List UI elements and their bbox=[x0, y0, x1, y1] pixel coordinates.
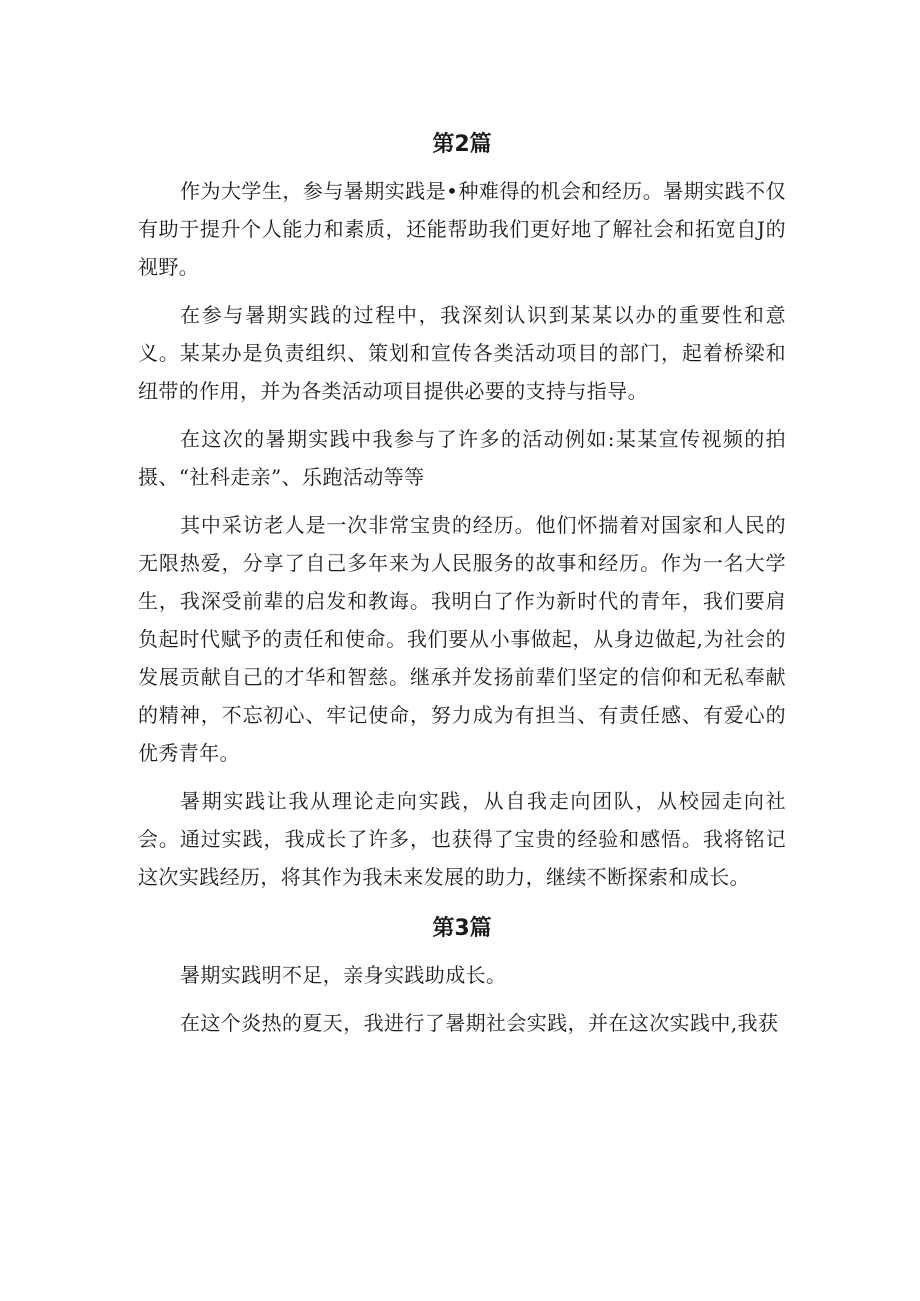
section-heading: 第2篇 bbox=[432, 132, 492, 157]
section-heading: 第3篇 bbox=[432, 916, 492, 941]
paragraph: 暑期实践让我从理论走向实践，从自我走向团队，从校园走向社会。通过实践，我成长了许多，也获得了宝贵的经验和感悟。我将铭记这次实践经历，将其作为我未来发展的助力，继续不断探索和成长。 bbox=[138, 789, 786, 889]
paragraph: 在这次的暑期实践中我参与了许多的活动例如:某某宣传视频的拍摄、“社科走亲”、乐跑活动等等 bbox=[138, 427, 786, 489]
paragraph: 在参与暑期实践的过程中，我深刻认识到某某以办的重要性和意义。某某办是负责组织、策划和宣传各类活动项目的部门，起着桥梁和纽带的作用，并为各类活动项目提供必要的支持与指导。 bbox=[138, 303, 786, 403]
section-2 bbox=[138, 130, 786, 896]
section-3 bbox=[138, 914, 786, 1042]
paragraph: 暑期实践明不足，亲身实践助成长。 bbox=[180, 963, 507, 987]
paragraph: 其中采访老人是一次非常宝贵的经历。他们怀揣着对国家和人民的无限热爱，分享了自己多年来为人民服务的故事和经历。作为一名大学生，我深受前辈的启发和教诲。我明白了作为新时代的青年，我们要肩负起时代赋予的责任和使命。我们要从小事做起，从身边做起,为社会的发展贡献自己的才华和智慈。继承并发扬前辈们坚定的信仰和无私奉献的精神，不忘初心、牢记使命，努力成为有担当、有责任感、有爱心的优秀青年。 bbox=[138, 513, 786, 765]
paragraph: 作为大学生，参与暑期实践是•种难得的机会和经历。暑期实践不仅有助于提升个人能力和素质，还能帮助我们更好地了解社会和拓宽自J的视野。 bbox=[138, 179, 786, 279]
document-page bbox=[138, 112, 786, 1052]
paragraph: 在这个炎热的夏天，我进行了暑期社会实践，并在这次实践中,我获 bbox=[180, 1011, 779, 1035]
